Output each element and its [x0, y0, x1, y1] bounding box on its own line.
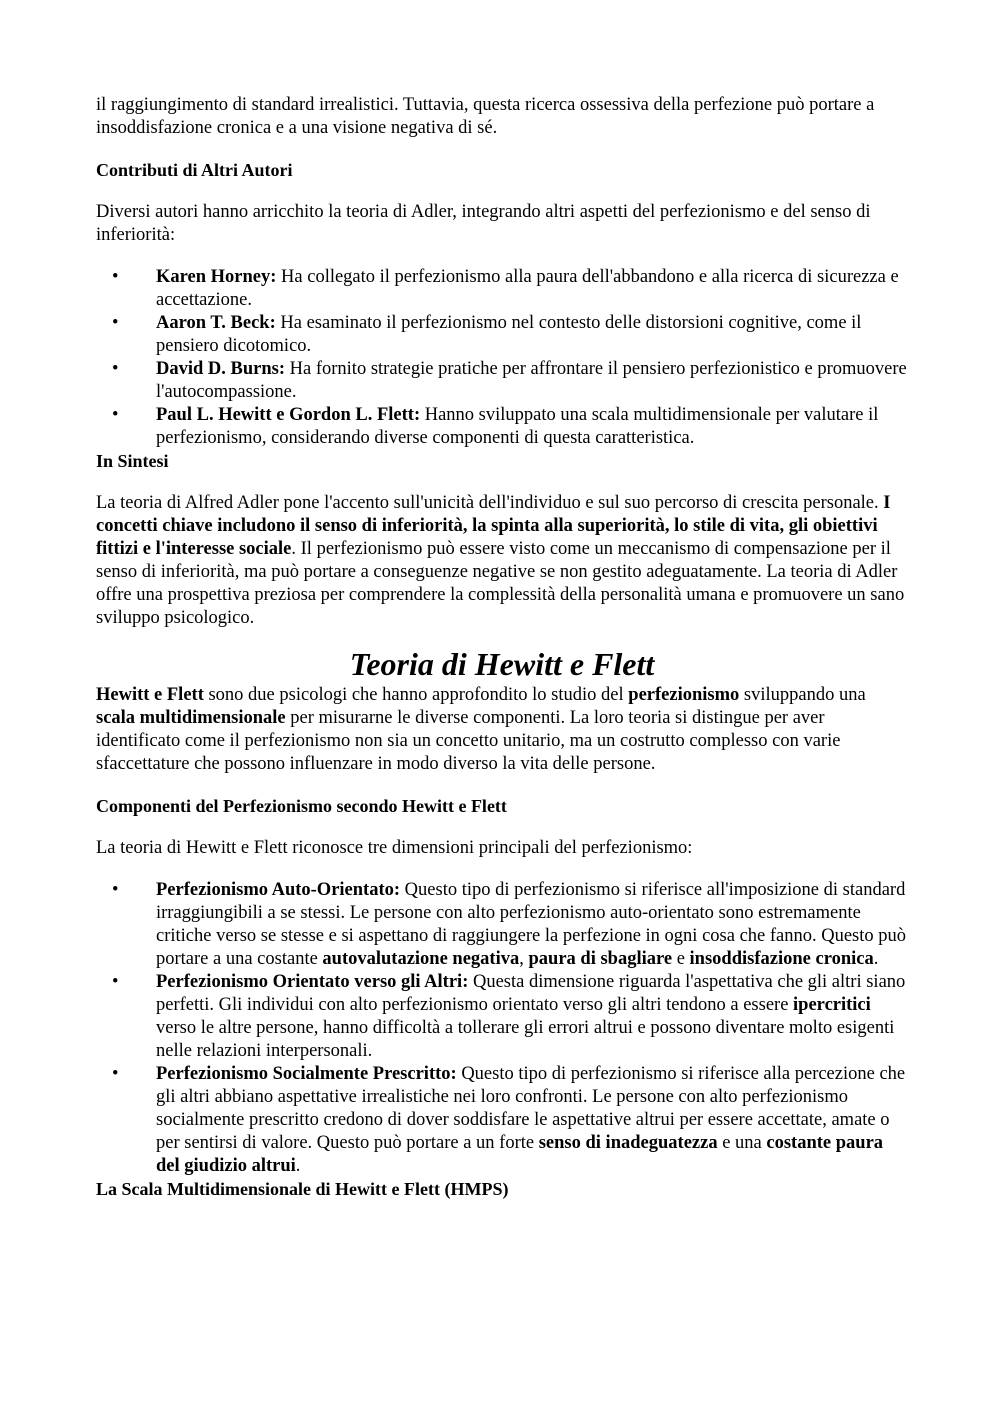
bullet-icon: •: [112, 313, 119, 333]
contributi-lead: Diversi autori hanno arricchito la teoria di Adler, integrando altri aspetti del perfezionismo e del senso di inferiorità:: [96, 202, 871, 245]
author-contribution: Hanno sviluppato una scala multidimensionale per valutare il perfezionismo, considerando diverse componenti di questa caratteristica.: [156, 405, 879, 448]
section-heading-sintesi: In Sintesi: [96, 451, 169, 471]
bullet-icon: •: [112, 972, 119, 992]
dimension-text: Questo tipo di perfezionismo si riferisce alla percezione che gli altri abbiano aspettative irrealistiche nei loro confronti. Le persone con alto perfezionismo socialmente prescritto credono di dover soddisfare le aspettative altrui per essere accettate, amate o per sentirsi di valore. Questo può portare a un forte: [156, 1064, 906, 1153]
section-heading-hmps: La Scala Multidimensionale di Hewitt e Flett (HMPS): [96, 1179, 509, 1199]
author-contribution: Ha fornito strategie pratiche per affrontare il pensiero perfezionistico e promuovere l'autocompassione.: [156, 359, 907, 402]
dimension-text: Questa dimensione riguarda l'aspettativa che gli altri siano perfetti. Gli individui con alto perfezionismo orientato verso gli altri tendono a essere: [156, 972, 906, 1015]
hewitt-text-3: per misurarne le diverse componenti. La loro teoria si distingue per aver identificato come il perfezionismo non sia un concetto unitario, ma un costrutto complesso con varie sfaccettature che possono influenzare in modo diverso la vita delle persone.: [96, 708, 841, 774]
list-item: [96, 1063, 908, 1178]
author-contribution: Ha collegato il perfezionismo alla paura dell'abbandono e alla ricerca di sicurezza e accettazione.: [156, 267, 899, 310]
dimension-bold: insoddisfazione cronica: [689, 949, 874, 969]
bullet-icon: •: [112, 359, 119, 379]
intro-paragraph: il raggiungimento di standard irrealistici. Tuttavia, questa ricerca ossessiva della perfezione può portare a insoddisfazione cronica e a una visione negativa di sé.: [96, 95, 875, 138]
dimension-text: Questo tipo di perfezionismo si riferisce all'imposizione di standard irraggiungibili a se stessi. Le persone con alto perfezionismo auto-orientato sono estremamente critiche verso se stesse e si aspettano di raggiungere la perfezione in ogni cosa che fanno. Questo può portare a una costante: [156, 880, 907, 969]
dimension-bold: senso di inadeguatezza: [538, 1133, 718, 1153]
author-name: Paul L. Hewitt e Gordon L. Flett:: [156, 405, 421, 425]
dimension-name: Perfezionismo Socialmente Prescritto:: [156, 1064, 457, 1084]
bullet-icon: •: [112, 880, 119, 900]
dimension-bold: paura di sbagliare: [528, 949, 673, 969]
page-content: [96, 94, 908, 1201]
dimension-text: .: [873, 949, 879, 969]
section-heading-componenti: Componenti del Perfezionismo secondo Hewitt e Flett: [96, 796, 507, 816]
hewitt-bold-3: scala multidimensionale: [96, 708, 286, 728]
contributi-list: [96, 266, 908, 450]
dimension-name: Perfezionismo Orientato verso gli Altri:: [156, 972, 469, 992]
hewitt-text-1: sono due psicologi che hanno approfondito lo studio del: [203, 685, 629, 705]
dimension-bold: ipercritici: [793, 995, 871, 1015]
dimension-text: e una: [717, 1133, 767, 1153]
sintesi-paragraph: [96, 492, 908, 630]
author-name: David D. Burns:: [156, 359, 286, 379]
sintesi-text-2: . Il perfezionismo può essere visto come un meccanismo di compensazione per il senso di inferiorità, ma può portare a conseguenze negative se non gestito adeguatamente. La teoria di Adler offre una prospettiva preziosa per comprendere la complessità della personalità umana e promuovere un sano sviluppo psicologico.: [96, 539, 905, 628]
dimension-text: .: [295, 1156, 301, 1176]
dimension-text: e: [672, 949, 690, 969]
list-item: [96, 312, 908, 358]
list-item: [96, 971, 908, 1063]
hewitt-paragraph: [96, 684, 908, 776]
bullet-icon: •: [112, 1064, 119, 1084]
hewitt-text-2: sviluppando una: [739, 685, 866, 705]
dimension-bold: autovalutazione negativa: [322, 949, 520, 969]
sintesi-key-concepts: I concetti chiave includono il senso di inferiorità, la spinta alla superiorità, lo stile di vita, gli obiettivi fittizi e l'interesse sociale: [96, 493, 891, 559]
dimension-text: ,: [519, 949, 529, 969]
componenti-lead: La teoria di Hewitt e Flett riconosce tre dimensioni principali del perfezionismo:: [96, 838, 693, 858]
list-item: [96, 266, 908, 312]
list-item: [96, 879, 908, 971]
author-name: Aaron T. Beck:: [156, 313, 276, 333]
dimension-text: verso le altre persone, hanno difficoltà a tollerare gli errori altrui e possono diventare molto esigenti nelle relazioni interpersonali.: [156, 1018, 895, 1061]
bullet-icon: •: [112, 267, 119, 287]
chapter-title: Teoria di Hewitt e Flett: [349, 646, 655, 682]
list-item: [96, 358, 908, 404]
hewitt-bold-1: Hewitt e Flett: [96, 685, 204, 705]
author-contribution: Ha esaminato il perfezionismo nel contesto delle distorsioni cognitive, come il pensiero dicotomico.: [156, 313, 862, 356]
dimension-bold: costante paura del giudizio altrui: [156, 1133, 884, 1176]
bullet-icon: •: [112, 405, 119, 425]
componenti-list: [96, 879, 908, 1178]
author-name: Karen Horney:: [156, 267, 277, 287]
hewitt-bold-2: perfezionismo: [628, 685, 740, 705]
sintesi-text-1: La teoria di Alfred Adler pone l'accento sull'unicità dell'individuo e sul suo percorso di crescita personale.: [96, 493, 884, 513]
dimension-name: Perfezionismo Auto-Orientato:: [156, 880, 401, 900]
list-item: [96, 404, 908, 450]
section-heading-contributi: Contributi di Altri Autori: [96, 160, 293, 180]
